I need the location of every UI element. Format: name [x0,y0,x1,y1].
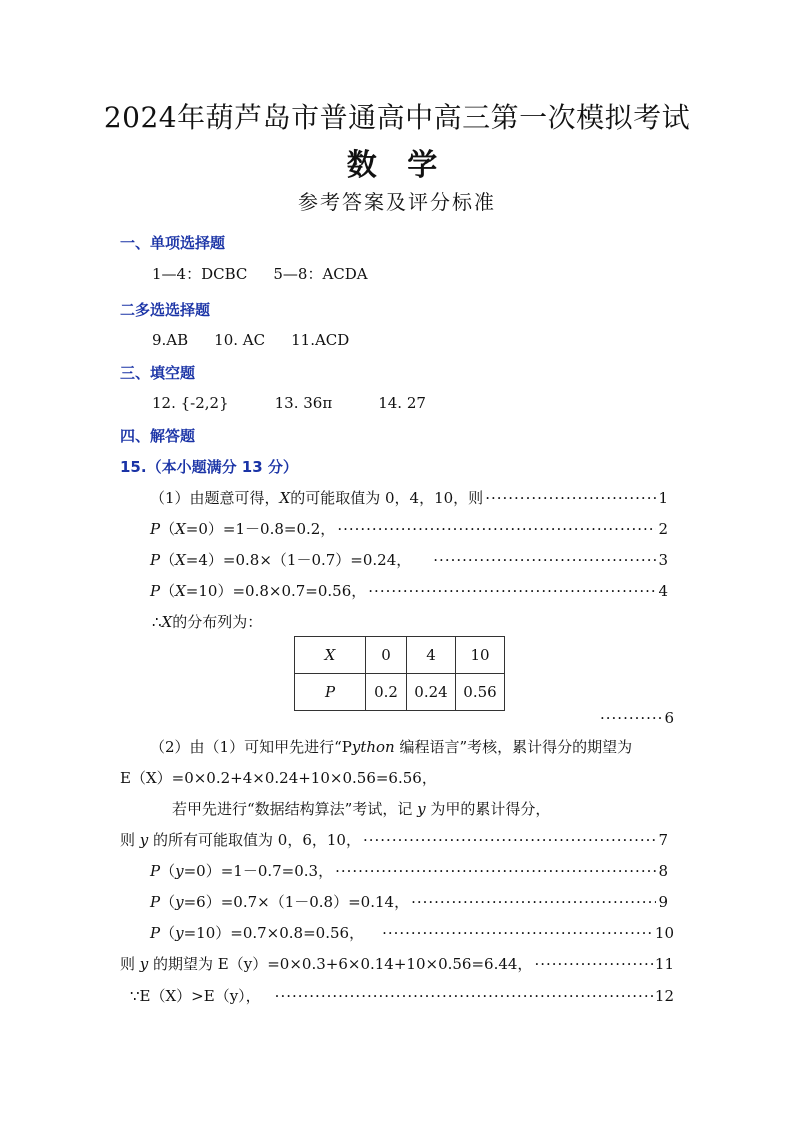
score-mark: 3 [658,551,668,569]
q15-mark-6 [598,709,674,727]
q15-line-8: 若甲先进行“数据结构算法”考试，记 y 为甲的累计得分， [172,800,551,818]
answer-10: 10. AC [214,331,266,349]
answer-14: 14. 27 [378,394,426,412]
leader-dots [600,709,662,727]
leader-dots [433,551,656,569]
q15-line-13-text: 则 y 的期望为 E（y）=0×0.3+6×0.14+10×0.56=6.44， [120,955,533,973]
q15-line-10-text: P（y=0）=1－0.7=0.3， [150,862,334,880]
leader-dots [275,987,653,1005]
answer-single-1-4: 1—4：DCBC [152,265,248,283]
answer-12: 12. {-2,2} [152,394,229,412]
answer-13: 13. 36π [274,394,333,412]
score-mark: 2 [658,520,668,538]
q15-line-12-text: P（y=10）=0.7×0.8=0.56， [150,924,365,942]
score-mark: 11 [654,955,674,973]
table-cell: 10 [456,637,505,674]
leader-dots [382,924,653,942]
table-cell: 4 [407,637,456,674]
leader-dots [368,582,656,600]
q15-line-4-text: P（X=10）=0.8×0.7=0.56， [150,582,367,600]
q15-line-3 [150,549,668,570]
q15-line-11 [150,891,668,912]
table-cell: X [295,637,366,674]
answer-line-single [152,263,368,284]
leader-dots [335,862,656,880]
score-mark: 10 [654,924,674,942]
leader-dots [485,489,656,507]
answer-line-multi [152,331,349,349]
table-cell: 0.2 [366,674,407,711]
table-cell: 0.24 [407,674,456,711]
score-mark: 7 [658,831,668,849]
q15-line-4 [150,580,668,601]
answer-11: 11.ACD [291,331,350,349]
q15-line-7b: E（X）=0×0.2+4×0.24+10×0.56=6.56， [120,769,437,787]
score-mark: 8 [658,862,668,880]
q15-line-14 [130,985,674,1006]
q15-line-12 [150,922,674,943]
q15-line-13 [120,953,674,974]
table-row [295,637,505,674]
page-title: 2024年葫芦岛市普通高中高三第一次模拟考试 [103,101,691,134]
section-single-choice: 一、单项选择题 [120,234,226,252]
q15-line-7a: （2）由（1）可知甲先进行“Python 编程语言”考核，累计得分的期望为 [150,738,633,756]
score-mark: 4 [658,582,668,600]
question-15-header: 15.（本小题满分 13 分） [120,458,298,476]
table-cell: 0.56 [456,674,505,711]
section-multi-choice: 二多选选择题 [120,301,211,319]
q15-line-9-text: 则 y 的所有可能取值为 0，6，10， [120,831,361,849]
q15-line-2 [150,518,668,539]
leader-dots [363,831,656,849]
answer-9: 9.AB [152,331,189,349]
score-mark: 1 [658,489,668,507]
section-fill-blank: 三、填空题 [120,364,196,382]
leader-dots [534,955,652,973]
q15-line-10 [150,860,668,881]
q15-line-14-text: ∵E（X）>E（y）， [130,987,261,1005]
distribution-table [294,636,505,711]
q15-line-2-text: P（X=0）=1－0.8=0.2， [150,520,336,538]
score-mark: 6 [664,709,674,727]
subject-heading: 数 学 [346,148,448,183]
leader-dots [411,893,656,911]
q15-line-11-text: P（y=6）=0.7×（1－0.8）=0.14， [150,893,410,911]
table-cell: P [295,674,366,711]
section-solutions: 四、解答题 [120,427,196,445]
score-mark: 12 [654,987,674,1005]
q15-line-9 [120,829,668,850]
answer-single-5-8: 5—8：ACDA [273,265,368,283]
table-row [295,674,505,711]
answer-line-fill [152,394,426,412]
q15-line-5: ∴X的分布列为： [152,613,263,631]
table-cell: 0 [366,637,407,674]
score-mark: 9 [658,893,668,911]
leader-dots [337,520,656,538]
q15-line-1-text: （1）由题意可得，X的可能取值为 0，4，10，则 [150,489,484,507]
q15-line-3-text: P（X=4）=0.8×（1－0.7）=0.24， [150,551,412,569]
q15-line-1 [150,487,668,508]
page-subtitle: 参考答案及评分标准 [298,190,496,214]
